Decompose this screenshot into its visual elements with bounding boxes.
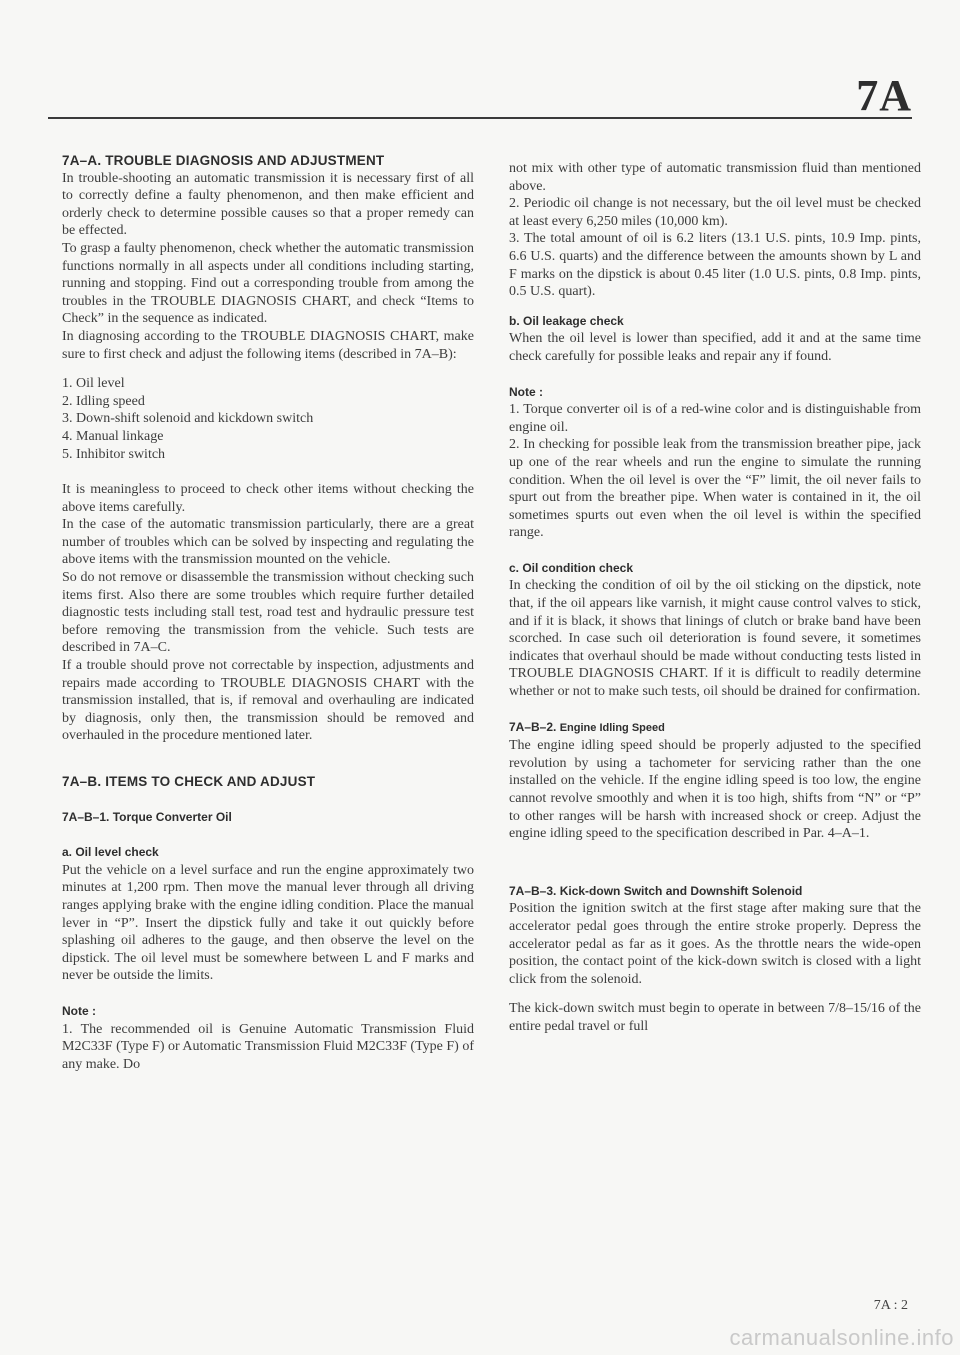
paragraph: Put the vehicle on a level surface and run the engine approximately two minutes at 1,200 rpm. Then move the manual lever through all driving ranges applying brake with the engine idling condition. Place the manual lever in “P”. Insert the dipstick fully and take it out quickly before splashing oil adheres to the gauge, and then observe the level on the dipstick. The oil level must be somewhere between L and F marks and never be outside the limits. <box>62 862 474 984</box>
heading-kickdown-switch: 7A–B–3. Kick-down Switch and Downshift Solenoid <box>509 883 803 898</box>
page-number: 7A : 2 <box>873 1298 908 1313</box>
heading-title: Engine Idling Speed <box>559 721 665 734</box>
heading-torque-converter-oil: 7A–B–1. Torque Converter Oil <box>62 809 232 824</box>
header-rule <box>48 117 912 119</box>
list-item: 4. Manual linkage <box>62 428 164 444</box>
paragraph: It is meaningless to proceed to check other items without checking the above items carefully. <box>62 482 474 515</box>
paragraph: The kick-down switch must begin to operate in between 7/8–15/16 of the entire pedal travel or full <box>509 1001 921 1034</box>
paragraph: Position the ignition switch at the first stage after making sure that the accelerator pedal goes through the entire stroke properly. Depress the accelerator pedal as far as it goes. As the throttle nears the wide-open position, the contact point of the kick-down switch is closed with a light click from the solenoid. <box>509 901 921 987</box>
heading-items-to-check: 7A–B. ITEMS TO CHECK AND ADJUST <box>62 774 316 789</box>
heading-trouble-diagnosis: 7A–A. TROUBLE DIAGNOSIS AND ADJUSTMENT <box>62 153 385 168</box>
paragraph: In diagnosing according to the TROUBLE DIAGNOSIS CHART, make sure to first check and adjust the following items (described in 7A–B): <box>62 328 474 362</box>
heading-oil-condition-check: c. Oil condition check <box>509 560 634 575</box>
paragraph: To grasp a faulty phenomenon, check whether the automatic transmission functions normally in all aspects under all conditions including starting, running and stopping. Find out a corresponding trouble from among the troubles in the TROUBLE DIAGNOSIS CHART, and check “Items to Check” in the sequence as indicated. <box>62 240 474 327</box>
heading-oil-level-check: a. Oil level check <box>62 845 159 860</box>
right-column <box>509 160 921 1036</box>
paragraph: In checking the condition of oil by the oil sticking on the dipstick, note that, if the oil appears like varnish, it might cause control valves to stick, and if it is black, it shows that linings of clutch or brake band have been scorched. In case such oil deterioration is found severe, it sometimes indicates that overhaul should be made without conducting tests listed in TROUBLE DIAGNOSIS CHART. If it is difficult to readily determine whether or not to make such tests, oil should be drained for confirmation. <box>509 578 921 700</box>
paragraph: The engine idling speed should be properly adjusted to the specified revolution by using a tachometer for servicing rather than the one installed on the vehicle. If the engine idling speed is too low, the engine cannot revolve smoothly and when it is too high, shifts from “N” or “P” to other ranges will be harsh with increased shock or creep. Adjust the engine idling speed to the specification described in Par. 4–A–1. <box>509 738 921 842</box>
paragraph: 1. The recommended oil is Genuine Automatic Transmission Fluid M2C33F (Type F) or Automatic Transmission Fluid M2C33F (Type F) of any make. Do <box>62 1021 474 1072</box>
section-number: 7A <box>856 71 912 120</box>
paragraph: 2. Periodic oil change is not necessary, but the oil level must be checked at least every 6,250 miles (10,000 km). <box>509 196 921 229</box>
heading-engine-idling-speed <box>509 719 921 738</box>
check-items-list <box>62 375 474 463</box>
paragraph: When the oil level is lower than specified, add it and at the same time check carefully for possible leaks and repair any if found. <box>509 331 921 364</box>
heading-number: 7A–B–2. <box>509 719 557 734</box>
paragraph: In the case of the automatic transmission particularly, there are a great number of troubles which can be solved by inspecting and regulating the above items with the transmission mounted on the vehicle. <box>62 517 474 568</box>
paragraph: If a trouble should prove not correctable by inspection, adjustments and repairs made according to TROUBLE DIAGNOSIS CHART with the transmission installed, that is, if removal and overhauling are indicated by diagnosis, only then, the transmission should be removed and overhauled in the procedure mentioned later. <box>62 658 474 744</box>
list-item: 3. Down-shift solenoid and kickdown switch <box>62 411 314 427</box>
list-item: 2. Idling speed <box>62 393 145 409</box>
note-label: Note : <box>62 1003 96 1018</box>
watermark-text: carmanualsonline.info <box>729 1325 954 1350</box>
paragraph: not mix with other type of automatic transmission fluid than mentioned above. <box>509 161 921 194</box>
left-column <box>62 152 474 1073</box>
paragraph: In trouble-shooting an automatic transmission it is necessary first of all to correctly define a faulty phenomenon, and then make efficient and orderly check to determine possible causes so that a proper remedy can be effected. <box>62 170 474 239</box>
list-item: 1. Oil level <box>62 376 125 392</box>
heading-oil-leakage-check: b. Oil leakage check <box>509 313 624 328</box>
paragraph: 1. Torque converter oil is of a red-wine color and is distinguishable from engine oil. <box>509 402 921 435</box>
paragraph: 3. The total amount of oil is 6.2 liters (13.1 U.S. pints, 10.9 Imp. pints, 6.6 U.S. quarts) and the difference between the amounts shown by L and F marks on the dipstick is about 0.45 liter (1.0 U.S. pints, 0.8 Imp. pints, 0.5 U.S. quart). <box>509 231 921 300</box>
paragraph: So do not remove or disassemble the transmission without checking such items first. Also there are some troubles which require further detailed diagnostic tests including stall test, road test and hydraulic pressure test before removing the transmission from the vehicle. Such tests are described in 7A–C. <box>62 570 474 656</box>
paragraph: 2. In checking for possible leak from the transmission breather pipe, jack up one of the rear wheels and run the engine to simulate the running condition. When the oil level is over the “F” limit, the oil never fails to spurt out from the breather pipe. When water is contained in it, the oil sometimes spurts out even when the oil level is within the specified range. <box>509 437 921 541</box>
note-label: Note : <box>509 384 543 399</box>
list-item: 5. Inhibitor switch <box>62 446 166 462</box>
